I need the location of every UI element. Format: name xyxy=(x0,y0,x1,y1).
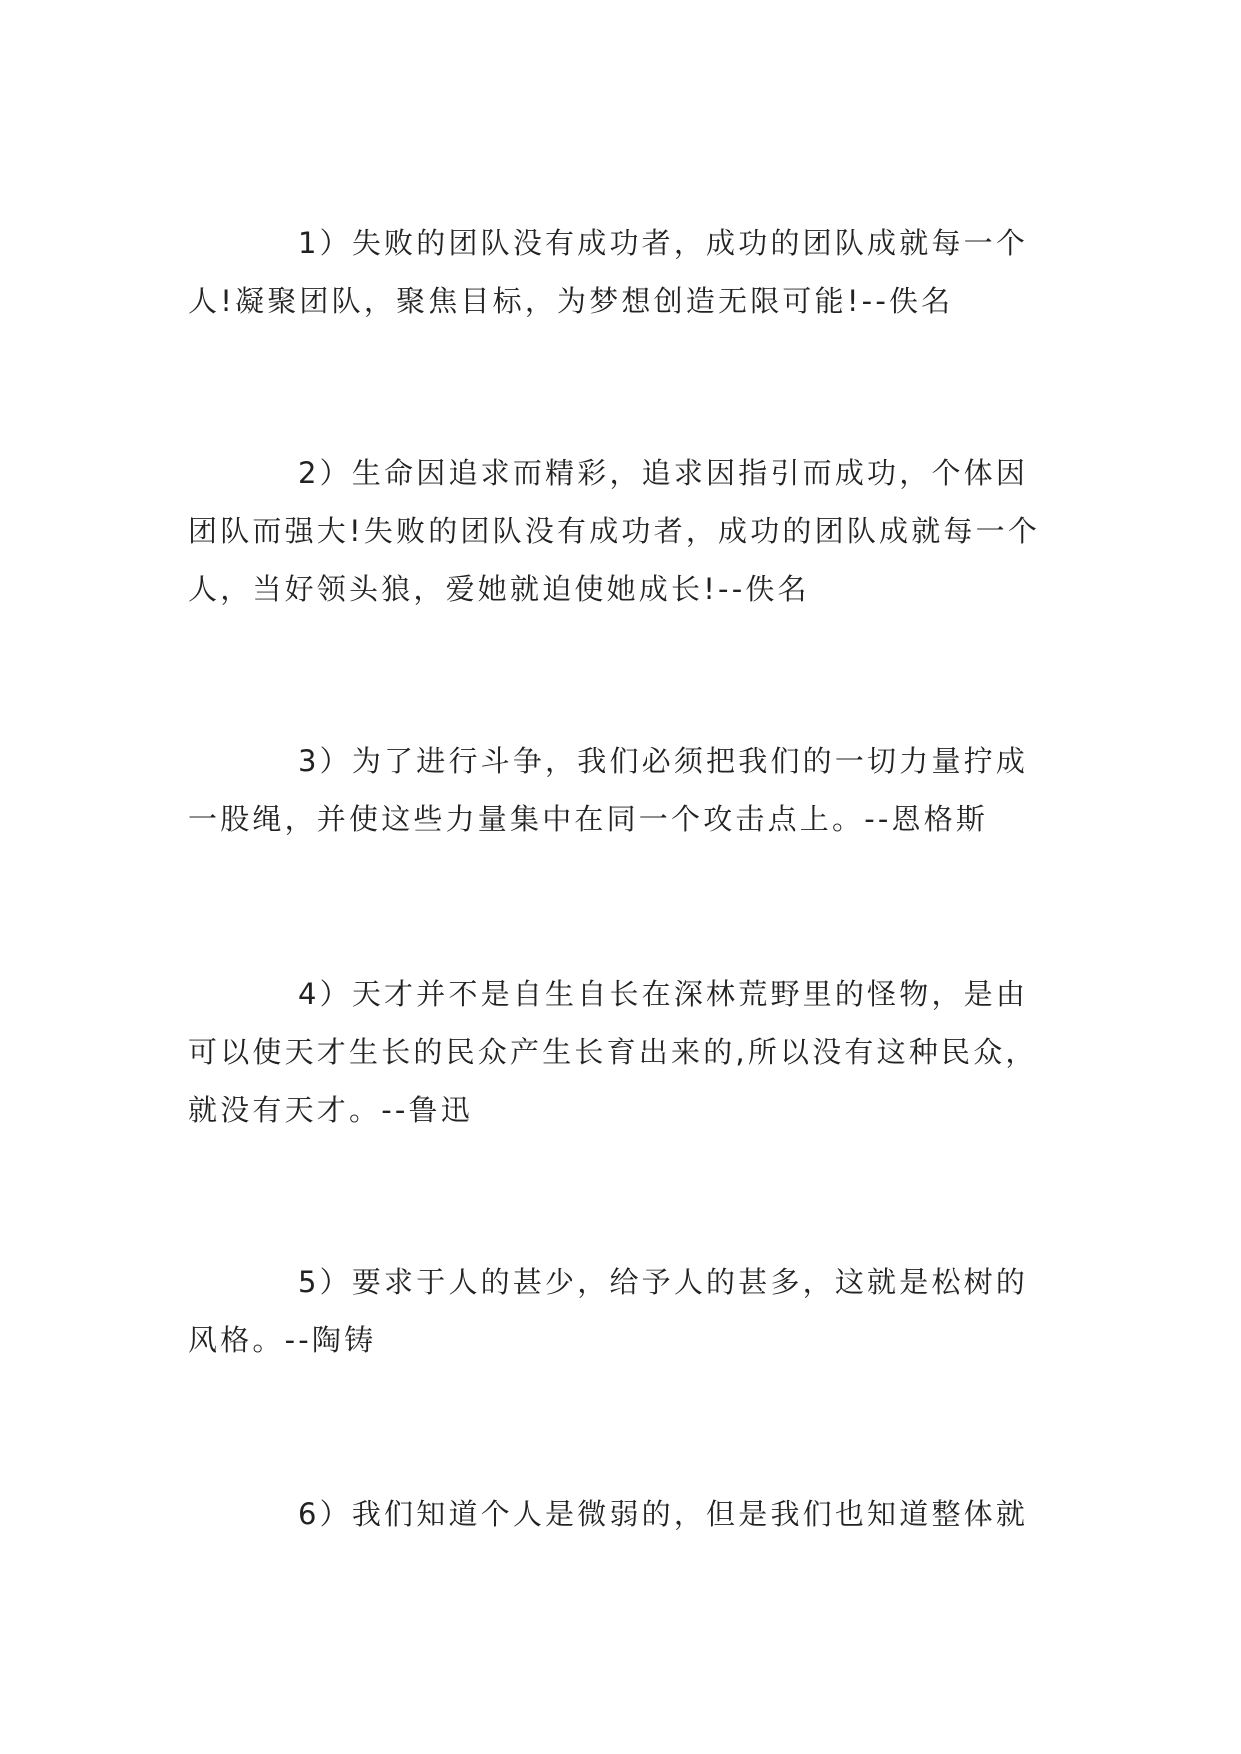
quote-paragraph-5: 5）要求于人的甚少，给予人的甚多，这就是松树的风格。--陶铸 xyxy=(188,1265,1029,1357)
quote-paragraph-2: 2）生命因追求而精彩，追求因指引而成功，个体因团队而强大!失败的团队没有成功者，成功的团队成就每一个人，当好领头狼，爱她就迫使她成长!--佚名 xyxy=(188,456,1041,606)
quote-paragraph-6: 6）我们知道个人是微弱的，但是我们也知道整体就 xyxy=(298,1497,1029,1531)
quote-paragraph-4: 4）天才并不是自生自长在深林荒野里的怪物，是由可以使天才生长的民众产生长育出来的,所以没有这种民众，就没有天才。--鲁迅 xyxy=(188,977,1038,1127)
quote-paragraph-1: 1）失败的团队没有成功者，成功的团队成就每一个人!凝聚团队，聚焦目标，为梦想创造无限可能!--佚名 xyxy=(188,226,1029,318)
quote-paragraph-3: 3）为了进行斗争，我们必须把我们的一切力量拧成一股绳，并使这些力量集中在同一个攻击点上。--恩格斯 xyxy=(188,744,1029,836)
